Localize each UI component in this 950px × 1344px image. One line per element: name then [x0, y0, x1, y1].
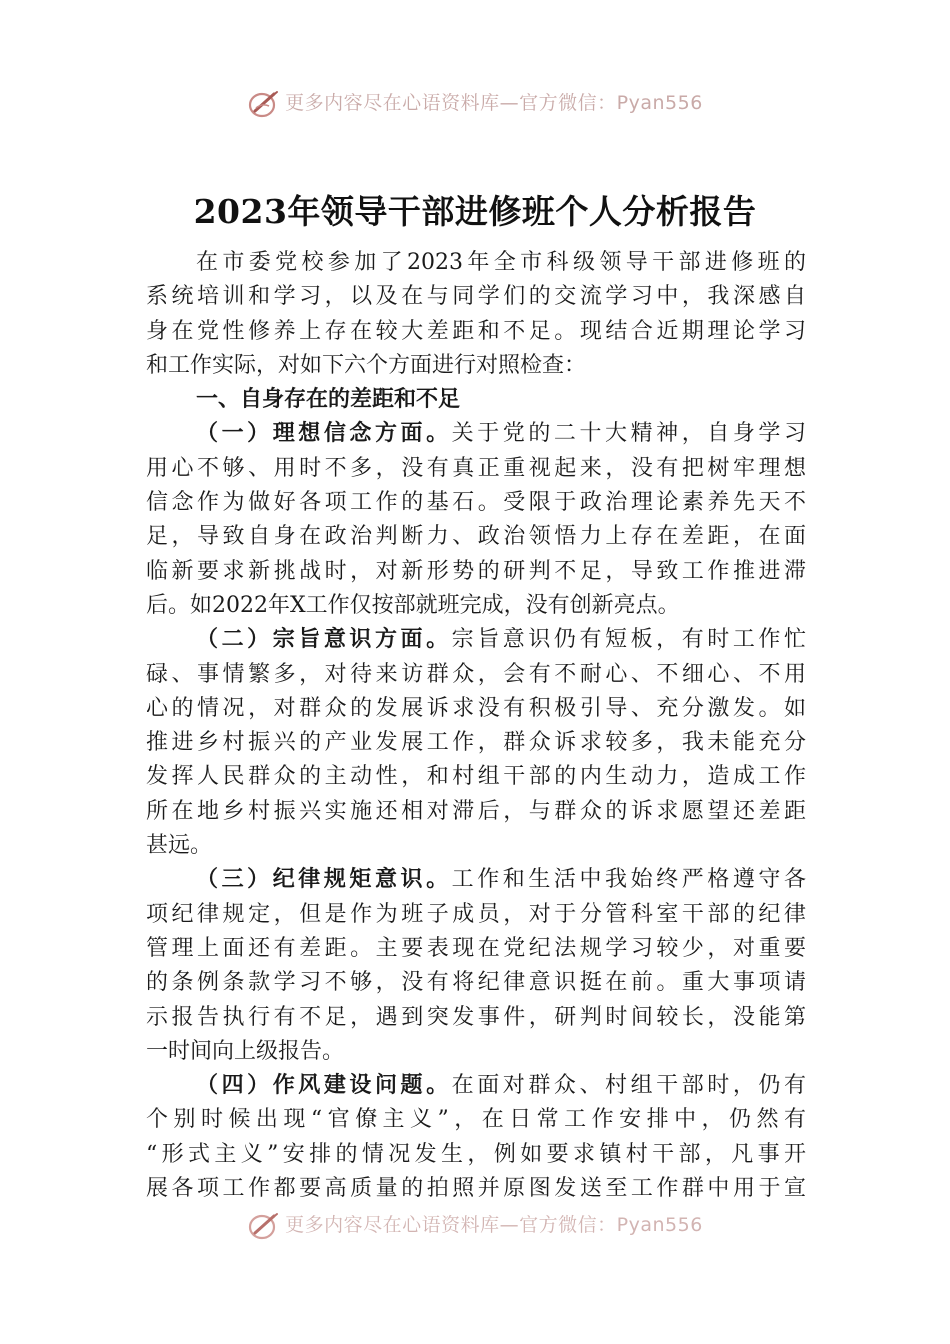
paragraph-line: 信念作为做好各项工作的基石。受限于政治理论素养先天不 [146, 490, 806, 516]
paragraph-line: 碌、事情繁多，对待来访群众，会有不耐心、不细心、不用 [146, 661, 806, 687]
paragraph-line: 足，导致自身在政治判断力、政治领悟力上存在差距，在面 [146, 524, 806, 550]
paragraph-line: 用心不够、用时不多，没有真正重视起来，没有把树牢理想 [146, 455, 806, 481]
paragraph-line: 项纪律规定，但是作为班子成员，对于分管科室干部的纪律 [146, 901, 806, 927]
subheading-work-style: （四）作风建设问题。 [196, 1073, 452, 1099]
watermark-footer [0, 1210, 950, 1241]
paragraph-line: 所在地乡村振兴实施还相对滞后，与群众的诉求愿望还差距 [146, 798, 806, 824]
paragraph-line: 发挥人民群众的主动性，和村组干部的内生动力，造成工作 [146, 764, 806, 790]
watermark-header [0, 88, 950, 119]
paragraph-line: 管理上面还有差距。主要表现在党纪法规学习较少，对重要 [146, 935, 806, 961]
paragraph-line: 推进乡村振兴的产业发展工作，群众诉求较多，我未能充分 [146, 730, 806, 756]
intro-line: 系统培训和学习，以及在与同学们的交流学习中，我深感自 [146, 284, 806, 310]
pen-circle-logo-icon [247, 1211, 281, 1241]
document-body [146, 246, 806, 1206]
paragraph-3-first-line: （三）纪律规矩意识。工作和生活中我始终严格遵守各 [196, 867, 806, 893]
paragraph-line: 示报告执行有不足，遇到突发事件，研判时间较长，没能第 [146, 1004, 806, 1030]
intro-line: 身在党性修养上存在较大差距和不足。现结合近期理论学习 [146, 318, 806, 344]
subheading-discipline: （三）纪律规矩意识。 [196, 867, 452, 893]
paragraph-line: 临新要求新挑战时，对新形势的研判不足，导致工作推进滞 [146, 558, 806, 584]
intro-line: 在市委党校参加了2023年全市科级领导干部进修班的 [196, 250, 806, 275]
page-title: 2023年领导干部进修班个人分析报告 [193, 192, 757, 231]
subheading-ideals: （一）理想信念方面。 [196, 421, 452, 447]
paragraph-4-first-line: （四）作风建设问题。在面对群众、村组干部时，仍有 [196, 1073, 806, 1099]
paragraph-line: 的条例条款学习不够，没有将纪律意识挺在前。重大事项请 [146, 970, 806, 996]
paragraph-2-first-line: （二）宗旨意识方面。宗旨意识仍有短板，有时工作忙 [196, 627, 806, 653]
watermark-text: 更多内容尽在心语资料库—官方微信：Pyan556 [285, 92, 703, 114]
paragraph-line: 心的情况，对群众的发展诉求没有积极引导、充分激发。如 [146, 695, 806, 721]
paragraph-line: “形式主义”安排的情况发生，例如要求镇村干部，凡事开 [146, 1141, 806, 1167]
paragraph-line: 个别时候出现“官僚主义”，在日常工作安排中，仍然有 [146, 1107, 806, 1133]
paragraph-line: 展各项工作都要高质量的拍照并原图发送至工作群中用于宣 [146, 1176, 806, 1202]
paragraph-line: 一时间向上级报告。 [146, 1038, 345, 1064]
intro-line: 和工作实际，对如下六个方面进行对照检查： [146, 352, 587, 378]
pen-circle-logo-icon [247, 89, 281, 119]
subheading-purpose: （二）宗旨意识方面。 [196, 627, 452, 653]
paragraph-line: 后。如2022年X工作仅按部就班完成，没有创新亮点。 [146, 592, 680, 618]
paragraph-line: 甚远。 [146, 833, 213, 859]
paragraph-1-first-line: （一）理想信念方面。关于党的二十大精神，自身学习 [196, 421, 806, 447]
section-heading: 一、自身存在的差距和不足 [196, 387, 461, 413]
watermark-text: 更多内容尽在心语资料库—官方微信：Pyan556 [285, 1214, 703, 1236]
